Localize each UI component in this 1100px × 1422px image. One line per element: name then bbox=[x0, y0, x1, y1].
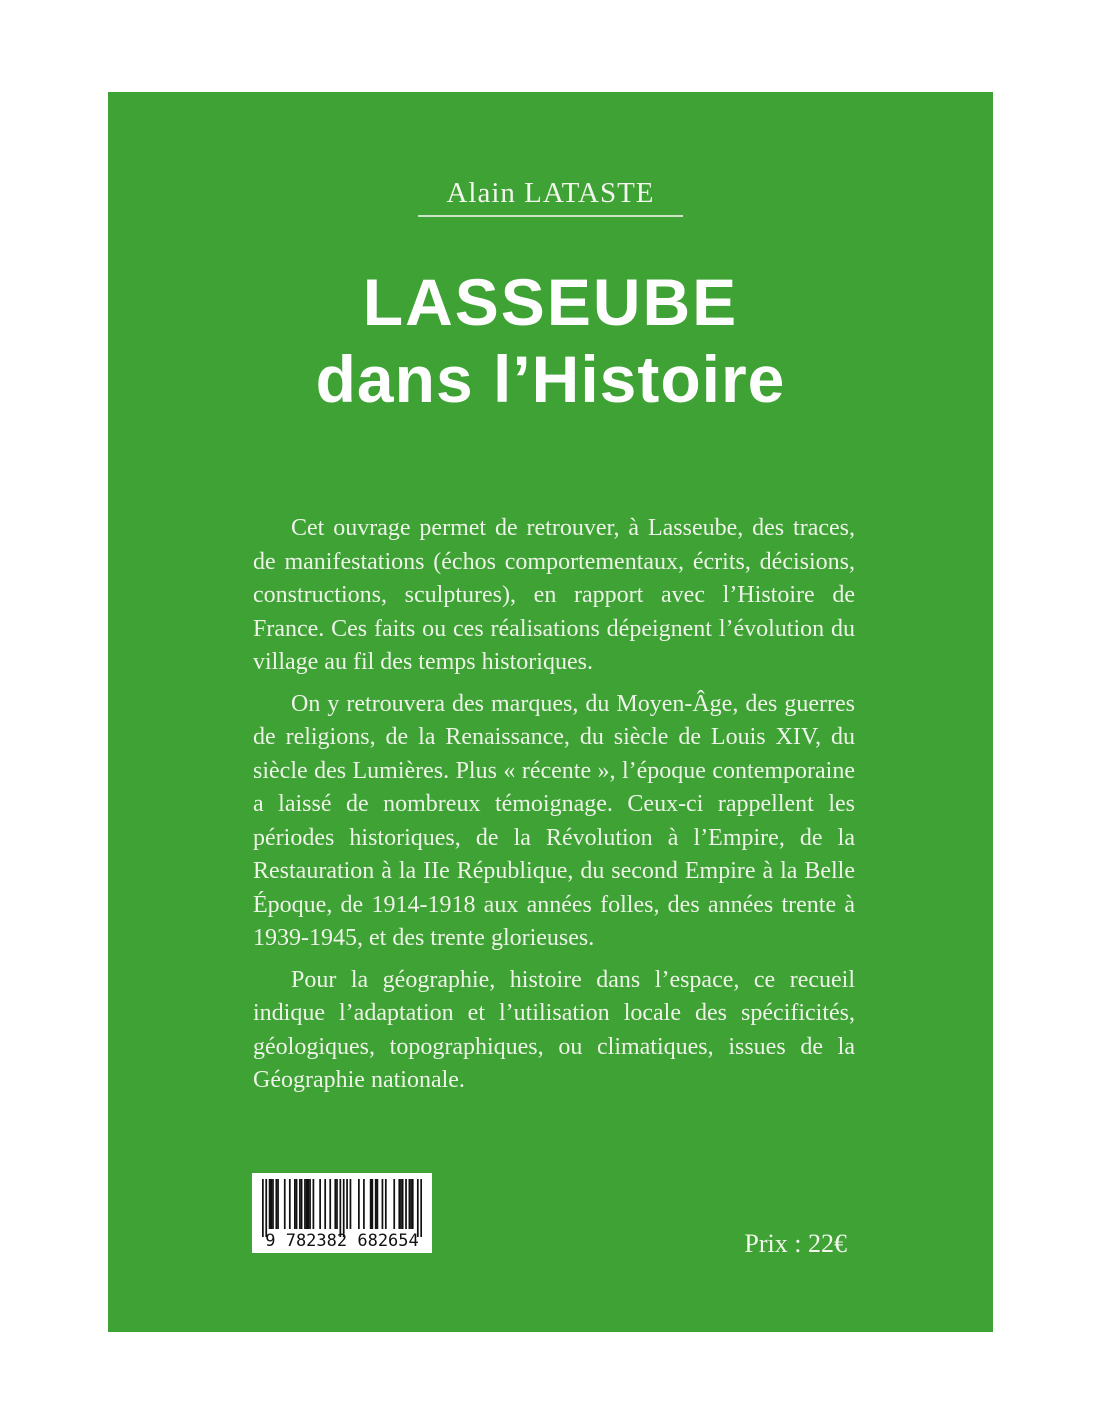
back-cover-paragraph-2: On y retrouvera des marques, du Moyen-Âge, des guerres de religions, de la Renaissance, du siècle de Louis XIV, du siècle des Lumières. Plus « récente », l’époque contemporaine a laissé de nombreux témoignage. Ceux-ci rappellent les périodes historiques, de la Révolution à l’Empire, de la Restauration à la IIe République, du second Empire à la Belle Époque, de 1914-1918 aux années folles, des années trente à 1939-1945, et des trente glorieuses. bbox=[253, 690, 855, 951]
author-name: Alain LATASTE bbox=[446, 177, 655, 209]
price-label: Prix : 22€ bbox=[744, 1229, 847, 1258]
author-block bbox=[108, 176, 993, 217]
book-title-line-1: LASSEUBE bbox=[362, 265, 739, 339]
book-back-cover bbox=[108, 92, 993, 1332]
back-cover-paragraph-1: Cet ouvrage permet de retrouver, à Lasseube, des traces, de manifestations (échos comportementaux, écrits, décisions, constructions, sculptures), en rapport avec l’Histoire de France. Ces faits ou ces réalisations dépeignent l’évolution du village au fil des temps historiques. bbox=[253, 515, 855, 675]
back-cover-text bbox=[253, 512, 855, 1106]
back-cover-paragraph-3: Pour la géographie, histoire dans l’espace, ce recueil indique l’adaptation et l’utilisation locale des spécificités, géologiques, topographiques, ou climatiques, issues de la Géographie nationale. bbox=[253, 966, 855, 1093]
barcode-digits: 9 782382 682654 bbox=[265, 1231, 419, 1251]
barcode-bars bbox=[262, 1179, 422, 1239]
book-title bbox=[108, 264, 993, 418]
author-underline-divider bbox=[418, 215, 683, 217]
isbn-barcode bbox=[252, 1173, 432, 1253]
book-title-line-2: dans l’Histoire bbox=[315, 342, 786, 416]
